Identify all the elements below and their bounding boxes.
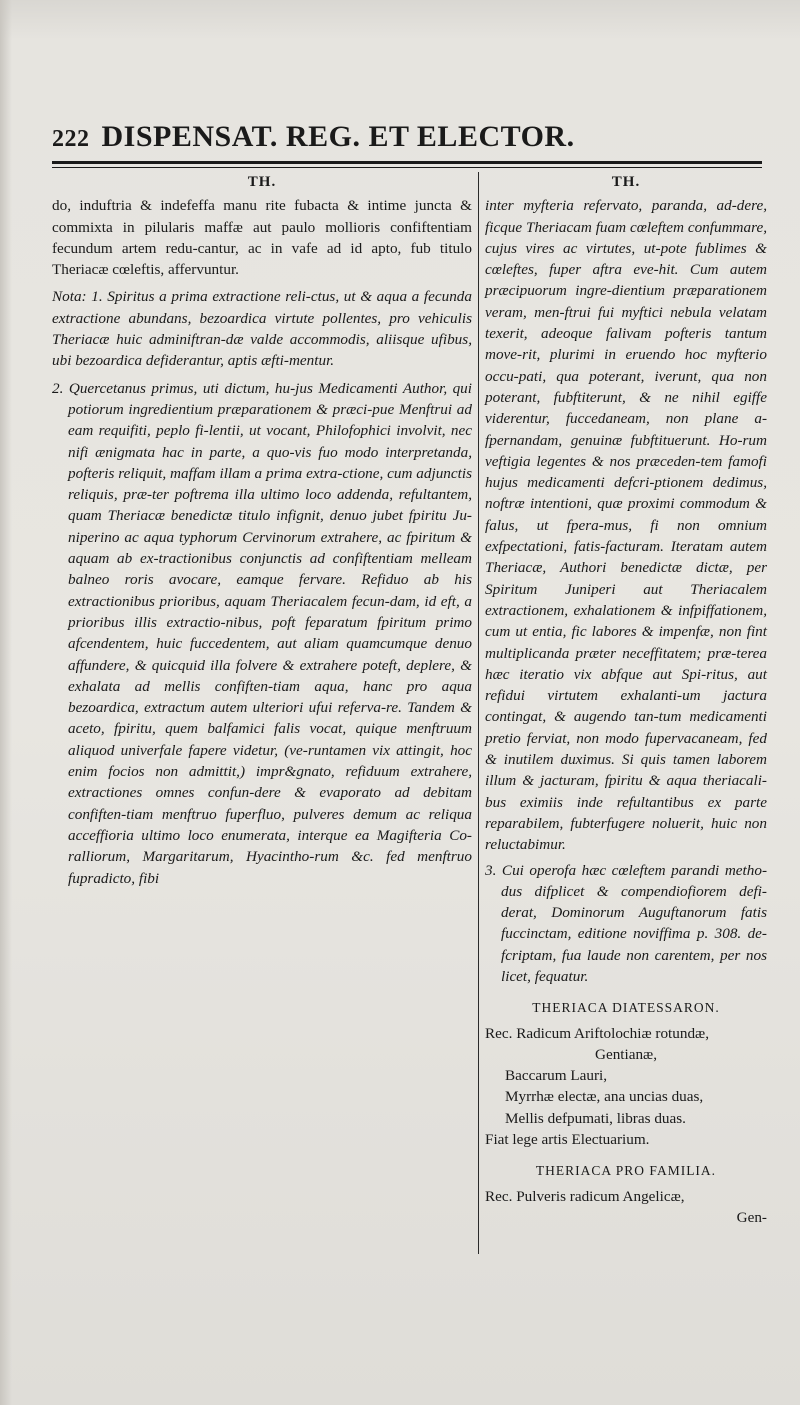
right-continuation-paragraph: inter myfteria refervato, paranda, ad-dere, ficque Theriacam fuam cœleftem confummare, cujus vires ac virtutes, ut-pote fublimes & cœleftes, fuper aftra eve-hit. Cum autem præcipuorum ingre-dientium præparationem veram, men-ftrui fui myftici nebula velatam texerit, adeoque falivam pofteris tantum move-rit, plurimi in eruendo hoc myfterio occu-pati, qua poterant, iverunt, qua non poterant, fubftiterunt, & ne nihil egiffe viderentur, fuccedaneam, non plane a-fpernandam, genuinæ fubftituerunt. Ho-rum veftigia legentes & nos præceden-tem famofi hujus medicamenti defcri-ptionem dedimus, noftræ intentioni, quæ proximi commodum & falus, ut fpera-mus, fi non omnium exfpectationi, fatis-facturam. Iteratam autem Theriacæ, Authori benedictæ dictæ, per Spiritum Juniperi aut Theriacalem extractionem, exhalationem & infpiffationem, cum ut entia, fic labores & impenfæ, non fint multiplicanda præter neceffitatem; præ-terea hæc iteratio vix abfque aut Spi-ritus, aut refidui virtutem exhalanti-um jactura contingat, & augendo tan-tum medicamenti pretio ferviat, non modo fupervacaneam, fed & inutilem duximus. Si quis tamen laborem illum & jacturam, fpiritu & aqua theriacali-bus eximiis inde refultantibus ex parte reparabilem, fubterfugere noluerit, huic non reluctabimur. [485,197,767,854]
note-3: 3. Cui operofa hæc cœleftem parandi metho-dus difplicet & compendiofiorem defi-derat, Dominorum Auguftanorum fatis fuccinctam, editione noviffima p. 308. de-fcriptam, fua laude non carentem, per nos licet, fequatur. [485,861,767,985]
header-rule-thin [52,167,762,168]
column-divider [478,172,479,1254]
right-catch-heading: TH. [611,174,641,190]
page-header [52,120,762,154]
running-title: DISPENSAT. REG. ET ELECTOR. [101,120,575,153]
recipe-1-line: Gentianæ, [594,1045,657,1063]
left-intro-paragraph: do, induftria & indefeffa manu rite fubacta & intime juncta & commixta in pilularis maffæ aut paulo mollioris confiftentiam fecundum artem redu-cantur, ac in vafe ad id apto, fub titulo Theriacæ cœleftis, affervuntur. [52,197,472,279]
left-catch-heading: TH. [247,174,277,190]
page-number: 222 [52,126,90,152]
right-column [485,172,767,1228]
recipe-1 [485,1023,767,1151]
header-rule-thick [52,161,762,164]
recipe-1-line: Rec. Radicum Ariftolochiæ rotundæ, [485,1024,709,1042]
recipe-2-line: Rec. Pulveris radicum Angelicæ, [485,1187,685,1205]
recipe-1-line: Fiat lege artis Electuarium. [485,1131,650,1149]
recipe-2-title: THERIACA PRO FAMILIA. [535,1163,717,1179]
recipe-1-line: Myrrhæ electæ, ana uncias duas, [505,1088,704,1106]
recipe-1-title: THERIACA DIATESSARON. [532,1000,720,1016]
page-gutter-shadow [0,0,12,1405]
note-2: 2. Quercetanus primus, uti dictum, hu-jus Medicamenti Author, qui potiorum ingredientium præparationem & præci-pue Menftrui ad eam requifiti, peplo fi-lentii, ut vocant, Philofophici involvit, nec nifi ænigmata hac in parte, a quo-vis fuo modo interpretanda, pofteris reliquit, maffam illam a prima extra-ctione, cum adjunctis reliquis, præ-ter poftrema illa ultimo loco addenda, refultantem, quam Theriacæ benedictæ titulo infignit, denuo jubet fpiritu Ju-niperino ac aqua typhorum Cervinorum extrahere, ac fpiritum & aquam ab ex-tractionibus conjunctis ad confiftentiam melleam balneo roris avocare, eamque fervare. Refiduo ab his extractionibus prioribus, aquam Theriacalem fecun-dam, id eft, a prioribus illis extractio-nibus, poft feparatum fpiritum primo afcendentem, huic fuccedentem, aut aliam quamcumque denuo affundere, & quicquid illa folvere & extrahere poteft, deplere, & exhalata ad mellis confiften-tiam aqua, hanc pro aqua bezoardica, extractum autem ulteriori ufui referva-re. Tandem & aceto, fpiritu, quem balfamici falis vocat, quique menftruum aliquod univerfale fapere videtur, (ve-runtamen vix attingit, hoc enim focios non admittit,) impr&gnato, refiduum extrahere, extractiones omnes confun-dere & evaporato ad debitam confiften-tiam menftruo fuperfluo, pulveres demum ac reliqua acceffioria ultimo loco enumerata, interque ea Magifteria Co-ralliorum, Margaritarum, Hyacintho-rum &c. fed menftruo fupradicto, fibi [52,379,472,887]
recipe-1-line: Baccarum Lauri, [505,1067,608,1085]
catchword: Gen- [736,1208,767,1226]
note-1: Nota: 1. Spiritus a prima extractione reli-ctus, ut & aqua a fecunda extractione abundans, bezoardica virtute pollentes, pro vehiculis Theriacæ huic adminiftran-dæ valde accommodis, aliisque ufibus, ubi bezoardica defiderantur, aptis æfti-mentur. [52,288,472,370]
recipe-1-line: Mellis defpumati, libras duas. [505,1109,686,1127]
recipe-2 [485,1186,767,1229]
left-column [52,172,472,889]
